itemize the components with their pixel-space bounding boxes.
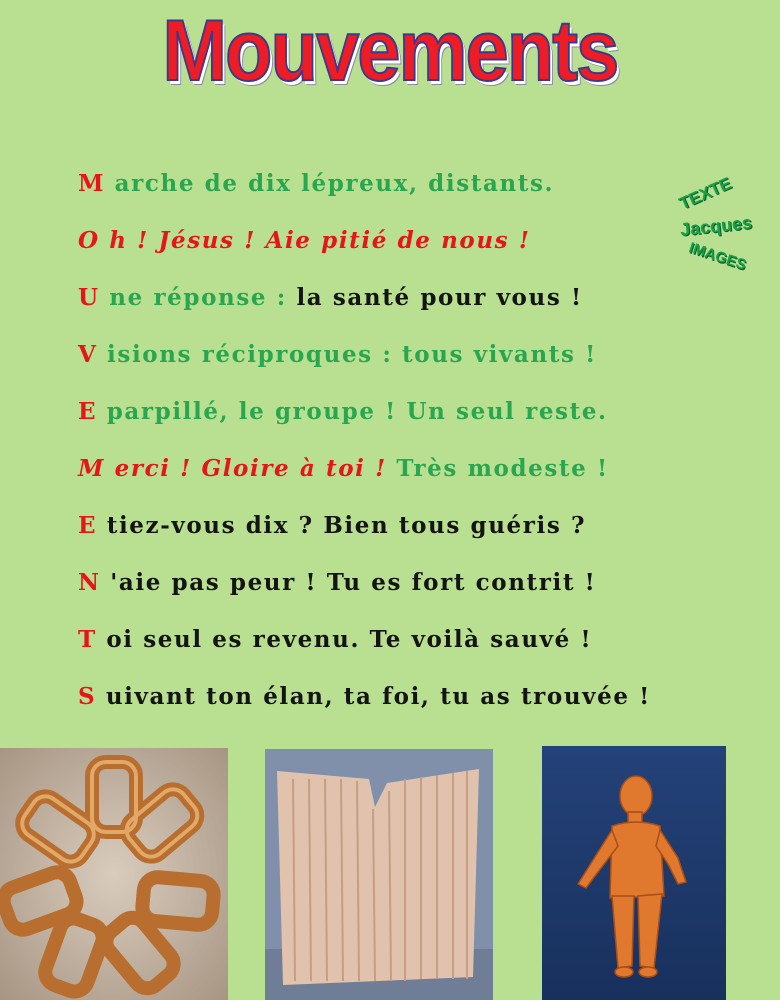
poem-text: uivant ton élan, ta foi, tu as trouvée !	[96, 683, 651, 710]
wood-chain-photo	[0, 748, 228, 1000]
page-title: Mouvements	[162, 3, 618, 99]
poem-text: M erci ! Gloire à toi !	[78, 455, 397, 482]
poem-text: parpillé, le groupe ! Un seul reste.	[97, 398, 608, 425]
poem-initial: S	[78, 683, 97, 710]
poem-text: Très modeste !	[396, 455, 609, 482]
poem-initial: M	[78, 170, 106, 197]
poem-line	[78, 620, 651, 677]
wood-panel-photo	[265, 749, 493, 1000]
stamp-line-texte: TEXTE	[676, 173, 735, 214]
stamp-line-images: IMAGES	[686, 239, 749, 274]
poem-line	[78, 506, 651, 563]
wood-figure-photo	[542, 746, 726, 1000]
poem-text: oi seul es revenu. Te voilà sauvé !	[96, 626, 593, 653]
poem-line	[78, 221, 651, 278]
author-stamp	[668, 173, 780, 288]
poem-text: 'aie pas peur ! Tu es fort contrit !	[100, 569, 597, 596]
poem-line	[78, 335, 651, 392]
poem-text: O h ! Jésus ! Aie pitié de nous !	[78, 227, 531, 254]
stamp-line-jacques: Jacques	[679, 212, 753, 240]
poem-text: isions réciproques : tous vivants !	[97, 341, 597, 368]
poem-line	[78, 449, 651, 506]
poem-line	[78, 392, 651, 449]
poem-line	[78, 278, 651, 335]
poem-initial: N	[78, 569, 101, 596]
poem-text: la santé pour vous !	[296, 284, 583, 311]
poem-initial: U	[78, 284, 100, 311]
poem-line	[78, 563, 651, 620]
poem-initial: V	[78, 341, 98, 368]
poem-text: ne réponse :	[99, 284, 297, 311]
poem-line	[78, 677, 651, 734]
poem-initial: E	[78, 512, 98, 539]
poem-initial: E	[78, 398, 98, 425]
poem-text: arche de dix lépreux, distants.	[105, 170, 555, 197]
poem-initial: T	[78, 626, 97, 653]
poem-line	[78, 164, 651, 221]
acrostic-poem	[78, 164, 651, 734]
poem-text: tiez-vous dix ? Bien tous guéris ?	[97, 512, 587, 539]
